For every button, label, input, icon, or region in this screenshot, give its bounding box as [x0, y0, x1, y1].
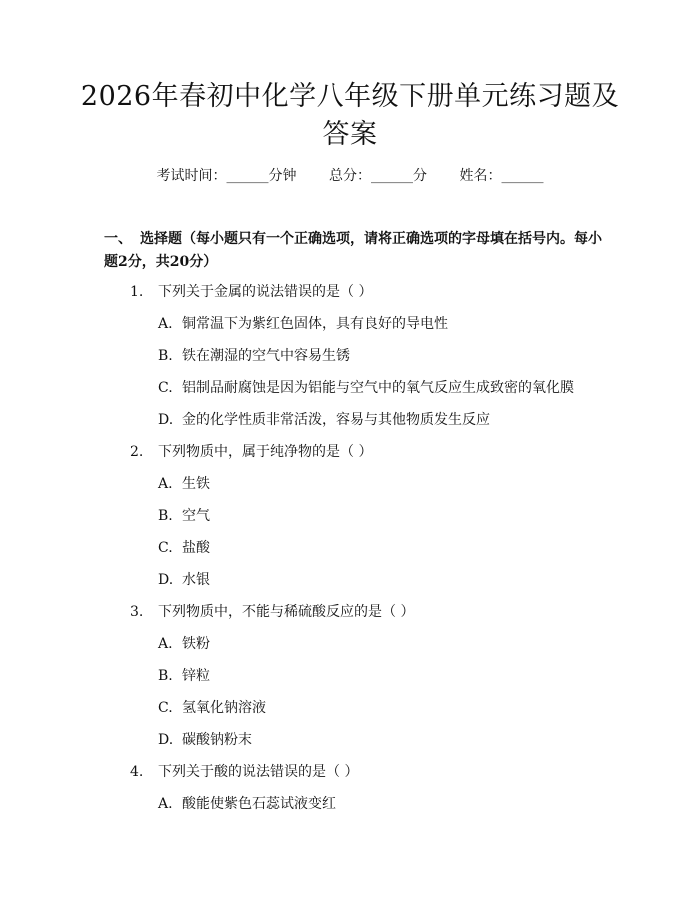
option-letter: C.	[158, 700, 173, 716]
option-letter: D.	[158, 412, 174, 428]
student-name: 姓名：______	[459, 168, 544, 184]
option-2-b	[0, 500, 700, 532]
option-letter: B.	[158, 508, 173, 524]
option-letter: A.	[158, 316, 173, 332]
question-2	[0, 436, 700, 468]
option-text: 铝制品耐腐蚀是因为铝能与空气中的氧气反应生成致密的氧化膜	[182, 380, 574, 396]
option-2-d	[0, 564, 700, 596]
option-text: 锌粒	[182, 668, 210, 684]
question-1	[0, 276, 700, 308]
option-text: 酸能使紫色石蕊试液变红	[182, 796, 336, 812]
option-letter: D.	[158, 732, 174, 748]
question-4	[0, 756, 700, 788]
option-letter: A.	[158, 636, 173, 652]
question-3	[0, 596, 700, 628]
option-text: 盐酸	[182, 540, 210, 556]
option-3-c	[0, 692, 700, 724]
section-heading-text: 选择题（每小题只有一个正确选项，请将正确选项的字母填在括号内。每小题2分，共20分）	[104, 231, 602, 270]
option-text: 生铁	[182, 476, 210, 492]
option-letter: B.	[158, 668, 173, 684]
option-text: 氢氧化钠溶液	[182, 700, 266, 716]
exam-meta	[0, 166, 700, 186]
exam-time: 考试时间：______分钟	[156, 168, 297, 184]
option-letter: C.	[158, 540, 173, 556]
option-letter: C.	[158, 380, 173, 396]
option-3-a	[0, 628, 700, 660]
question-number: 4.	[130, 764, 144, 780]
question-number: 3.	[130, 604, 144, 620]
option-2-a	[0, 468, 700, 500]
exam-total-score: 总分：______分	[329, 168, 427, 184]
question-text: 下列物质中，不能与稀硫酸反应的是（ ）	[158, 604, 415, 620]
option-text: 碳酸钠粉末	[182, 732, 252, 748]
question-text: 下列关于金属的说法错误的是（ ）	[158, 284, 373, 300]
section-number: 一、	[104, 231, 132, 247]
option-1-a	[0, 308, 700, 340]
option-text: 金的化学性质非常活泼，容易与其他物质发生反应	[182, 412, 490, 428]
option-3-b	[0, 660, 700, 692]
option-1-d	[0, 404, 700, 436]
option-1-b	[0, 340, 700, 372]
option-letter: B.	[158, 348, 173, 364]
question-text: 下列物质中，属于纯净物的是（ ）	[158, 444, 373, 460]
option-letter: A.	[158, 796, 173, 812]
option-text: 铜常温下为紫红色固体，具有良好的导电性	[182, 316, 448, 332]
document-title: 2026年春初中化学八年级下册单元练习题及答案	[80, 81, 620, 150]
option-text: 铁粉	[182, 636, 210, 652]
question-text: 下列关于酸的说法错误的是（ ）	[158, 764, 359, 780]
option-text: 水银	[182, 572, 210, 588]
option-text: 铁在潮湿的空气中容易生锈	[182, 348, 350, 364]
option-3-d	[0, 724, 700, 756]
question-number: 1.	[130, 284, 144, 300]
option-2-c	[0, 532, 700, 564]
section-heading	[104, 228, 602, 274]
question-number: 2.	[130, 444, 144, 460]
option-4-a	[0, 788, 700, 820]
question-list	[0, 276, 700, 820]
option-letter: D.	[158, 572, 174, 588]
option-letter: A.	[158, 476, 173, 492]
option-text: 空气	[182, 508, 210, 524]
option-1-c	[0, 372, 700, 404]
